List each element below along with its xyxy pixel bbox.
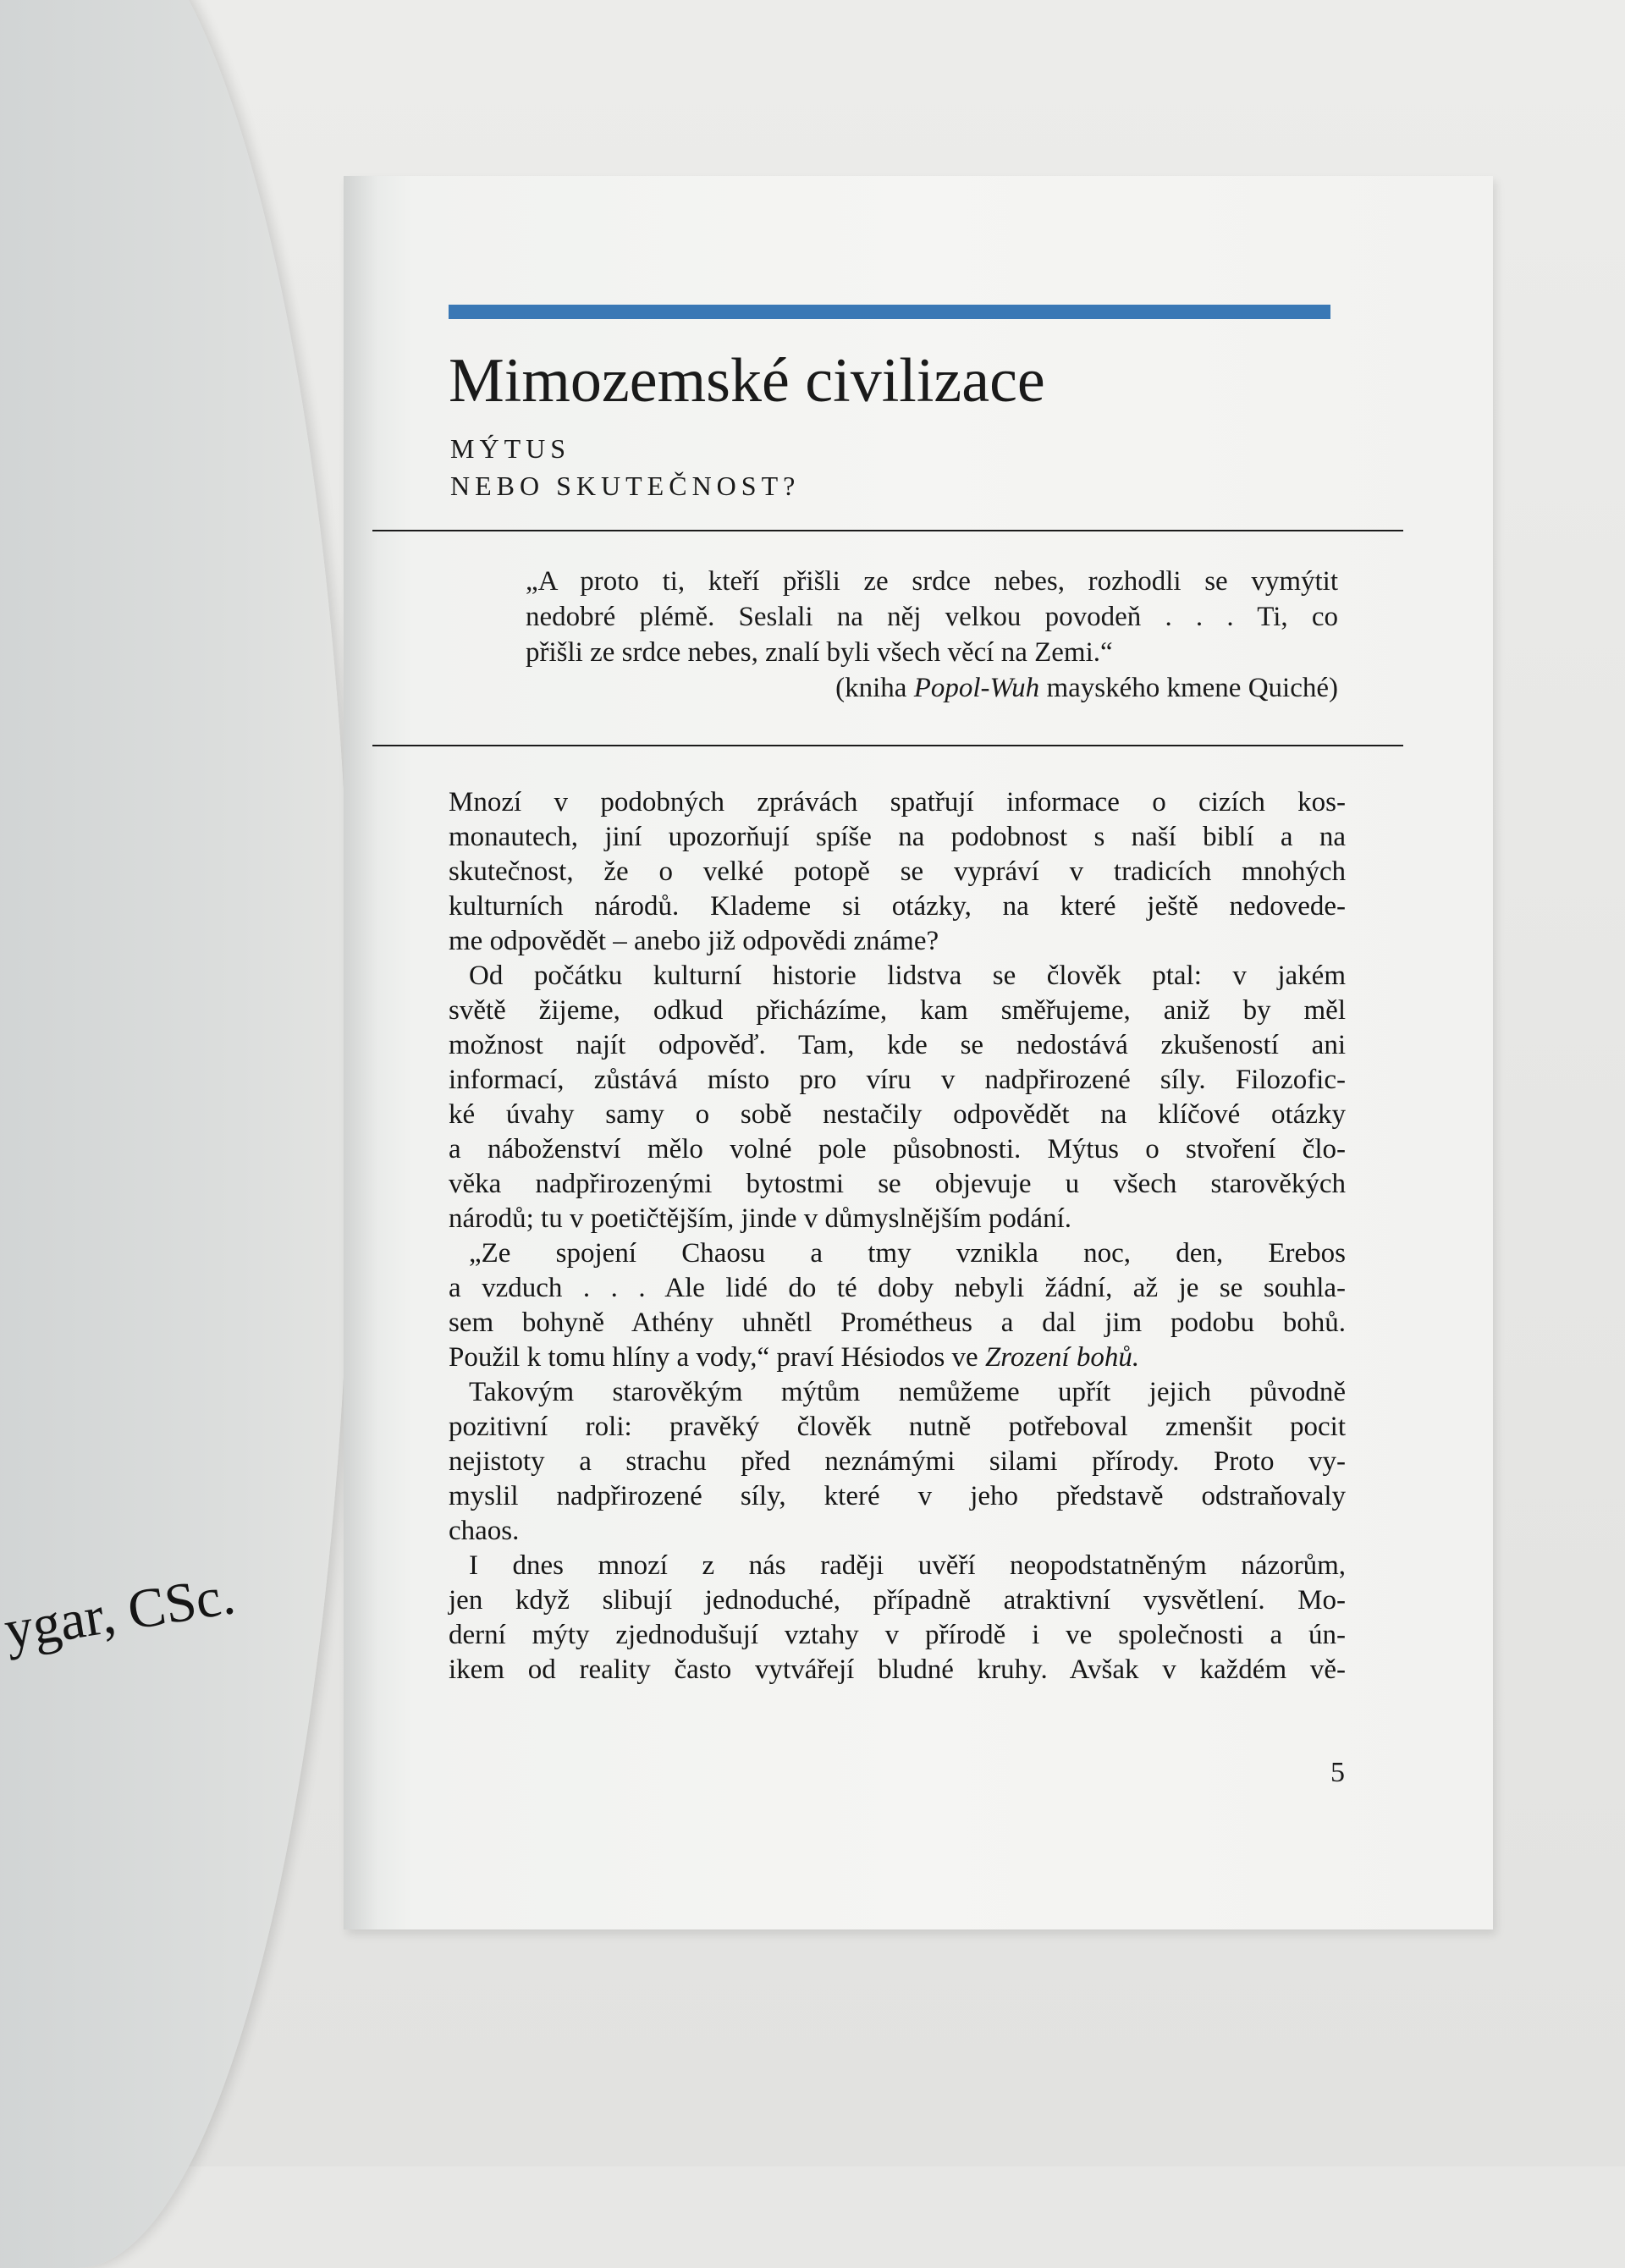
epigraph-source [526,670,1338,706]
chapter-subtitle [450,430,800,504]
subtitle-line-1: MÝTUS [450,433,571,464]
body-text [449,785,1346,1687]
body-line: myslil nadpřirozené síly, které v jeho představě odstraňovaly [449,1481,1346,1511]
body-line: Takovým starověkým mýtům nemůžeme upřít jejich původně [469,1377,1346,1407]
body-line-text: Použil k tomu hlíny a vody,“ praví Hésiodos ve [449,1342,985,1373]
epigraph-source-title: Popol-Wuh [913,673,1040,703]
chapter-title: Mimozemské civilizace [449,346,1045,416]
body-line: a náboženství mělo volné pole působnosti. Mýtus o stvoření člo- [449,1134,1346,1164]
epigraph-quote [526,564,1338,706]
body-line: kulturních národů. Klademe si otázky, na které ještě nedovede- [449,891,1346,922]
body-line: monautech, jiní upozorňují spíše na podobnost s naší biblí a na [449,822,1346,852]
body-line: Od počátku kulturní historie lidstva se člověk ptal: v jakém [469,961,1346,991]
italic-work-title: Zrození bohů. [984,1342,1140,1373]
body-line: ké úvahy samy o sobě nestačily odpovědět na klíčové otázky [449,1099,1346,1130]
epigraph-top-rule [372,530,1403,531]
page-gutter-shadow [344,176,377,1929]
body-line: nejistoty a strachu před neznámými silami přírody. Proto vy- [449,1446,1346,1477]
body-line: sem bohyně Athény uhnětl Prométheus a dal jim podobu bohů. [449,1307,1346,1338]
epigraph-bottom-rule [372,745,1403,746]
epigraph-line: přišli ze srdce nebes, znalí byli všech věcí na Zemi.“ [526,637,1113,668]
chapter-accent-bar [449,305,1330,319]
epigraph-line: „A proto ti, kteří přišli ze srdce nebes, rozhodli se vymýtit [526,566,1338,597]
body-line: me odpovědět – anebo již odpovědi známe? [449,926,939,956]
body-line: a vzduch . . . Ale lidé do té doby nebyli žádní, až je se souhla- [449,1273,1346,1303]
epigraph-source-suffix: mayského kmene Quiché) [1039,673,1338,703]
body-line-with-italic [449,1340,1346,1375]
body-line: možnost najít odpověď. Tam, kde se nedostává zkušeností ani [449,1030,1346,1060]
right-book-page [344,176,1493,1929]
body-line: „Ze spojení Chaosu a tmy vznikla noc, den, Erebos [469,1238,1346,1269]
body-line: skutečnost, že o velké potopě se vypráví v tradicích mnohých [449,856,1346,887]
subtitle-line-2: NEBO SKUTEČNOST? [450,471,801,501]
body-line: informací, zůstává místo pro víru v nadpřirozené síly. Filozofic- [449,1065,1346,1095]
body-line: pozitivní roli: pravěký člověk nutně potřeboval zmenšit pocit [449,1412,1346,1442]
body-line: věka nadpřirozenými bytostmi se objevuje u všech starověkých [449,1169,1346,1199]
body-line: světě žijeme, odkud přicházíme, kam směřujeme, aniž by měl [449,995,1346,1026]
body-line: ikem od reality často vytvářejí bludné kruhy. Avšak v každém vě- [449,1654,1346,1685]
left-page-text-fragment: ygar, CSc. [0,1564,240,1662]
body-line: chaos. [449,1516,520,1546]
page-number: 5 [1330,1757,1345,1788]
body-line: I dnes mnozí z nás raději uvěří neopodstatněným názorům, [469,1550,1346,1581]
epigraph-source-prefix: (kniha [835,673,914,703]
body-line: jen když slibují jednoduché, případně atraktivní vysvětlení. Mo- [449,1585,1346,1616]
epigraph-line: nedobré plémě. Seslali na něj velkou povodeň . . . Ti, co [526,602,1338,632]
body-line: Mnozí v podobných zprávách spatřují informace o cizích kos- [449,787,1346,817]
body-line: národů; tu v poetičtějším, jinde v důmyslnějším podání. [449,1203,1071,1234]
body-line: derní mýty zjednodušují vztahy v přírodě i ve společnosti a ún- [449,1620,1346,1650]
